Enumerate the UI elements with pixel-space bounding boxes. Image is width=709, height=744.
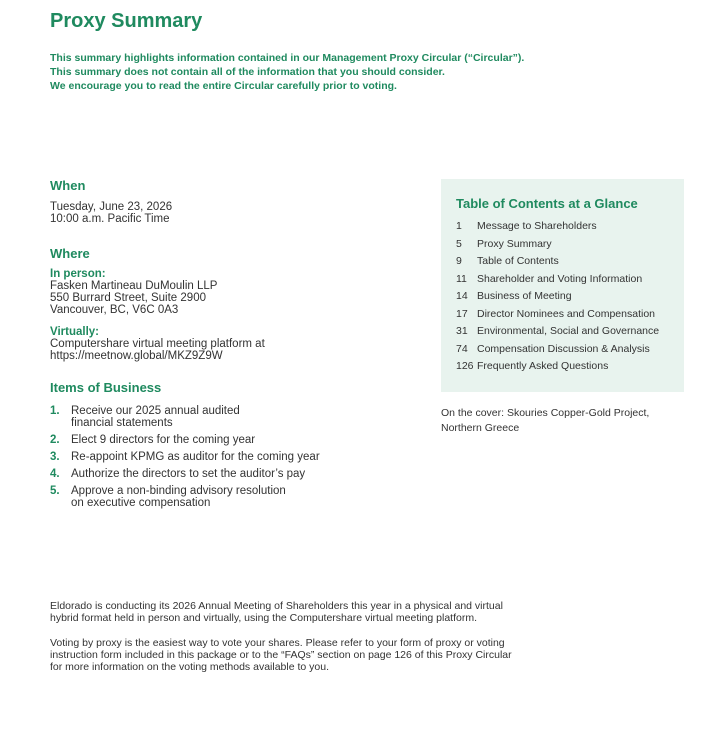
cover-note xyxy=(441,406,649,436)
footer-line: Voting by proxy is the easiest way to vote your shares. Please refer to your form of proxy or voting xyxy=(50,637,505,649)
item-text xyxy=(71,468,380,480)
item-line: Receive our 2025 annual audited xyxy=(71,405,240,417)
footer-line: instruction form included in this package or to the “FAQs” section on page 126 of this Proxy Circular xyxy=(50,649,512,661)
item-number: 2. xyxy=(50,434,60,446)
footer-line: for more information on the voting methods available to you. xyxy=(50,661,329,673)
toc-page: 126 xyxy=(456,360,474,372)
item-line: financial statements xyxy=(71,417,173,429)
toc-label: Shareholder and Voting Information xyxy=(477,272,643,285)
address-line: Fasken Martineau DuMoulin LLP xyxy=(50,280,218,292)
toc-entry[interactable] xyxy=(456,290,659,308)
item-line: Re-appoint KPMG as auditor for the coming year xyxy=(71,451,320,463)
address-line: 550 Burrard Street, Suite 2900 xyxy=(50,292,206,304)
item-text xyxy=(71,485,380,509)
toc-entry[interactable] xyxy=(456,308,659,326)
toc-page: 5 xyxy=(456,237,462,250)
where-heading: Where xyxy=(50,246,90,261)
item-number: 5. xyxy=(50,485,60,497)
footer-paragraph xyxy=(50,637,570,673)
footer-line: Eldorado is conducting its 2026 Annual Meeting of Shareholders this year in a physical and virtual xyxy=(50,600,503,612)
item-text xyxy=(71,434,380,446)
toc-entry[interactable] xyxy=(456,325,659,343)
toc-label: Environmental, Social and Governance xyxy=(477,325,660,337)
item-number: 1. xyxy=(50,405,60,417)
toc-entry[interactable] xyxy=(456,360,659,378)
toc-title: Table of Contents at a Glance xyxy=(456,196,638,211)
toc-entry[interactable] xyxy=(456,238,659,256)
toc-entry[interactable] xyxy=(456,255,659,273)
when-heading: When xyxy=(50,178,86,193)
toc-page: 1 xyxy=(456,220,462,232)
item-line: Approve a non-binding advisory resolution xyxy=(71,485,286,497)
item-number: 4. xyxy=(50,468,60,480)
toc-entry[interactable] xyxy=(456,273,659,291)
virtual-details xyxy=(50,338,265,362)
toc-panel xyxy=(441,179,684,392)
item-line: Authorize the directors to set the auditor’s pay xyxy=(71,468,306,480)
cover-line: Northern Greece xyxy=(441,422,520,434)
footer-line: hybrid format held in person and virtually, using the Computershare virtual meeting platform. xyxy=(50,612,478,624)
toc-page: 9 xyxy=(456,255,462,267)
list-item xyxy=(50,468,380,480)
virtual-line: Computershare virtual meeting platform at xyxy=(50,338,265,350)
item-text xyxy=(71,405,380,429)
toc-page: 11 xyxy=(456,272,467,285)
virtual-url: https://meetnow.global/MKZ9Z9W xyxy=(50,350,223,362)
page-title: Proxy Summary xyxy=(50,10,203,32)
item-line: Elect 9 directors for the coming year xyxy=(71,434,256,446)
items-heading: Items of Business xyxy=(50,380,162,395)
toc-page: 74 xyxy=(456,342,468,355)
in-person-address xyxy=(50,280,217,316)
when-details xyxy=(50,201,172,225)
toc-page: 17 xyxy=(456,307,468,320)
toc-page: 31 xyxy=(456,325,468,337)
intro-line: This summary highlights information contained in our Management Proxy Circular (“Circular”). xyxy=(50,52,525,64)
list-item xyxy=(50,451,380,463)
toc-label: Table of Contents xyxy=(477,255,559,267)
where-in-person xyxy=(50,268,217,316)
address-line: Vancouver, BC, V6C 0A3 xyxy=(50,304,179,316)
toc-label: Compensation Discussion & Analysis xyxy=(477,342,650,355)
list-item xyxy=(50,485,380,509)
intro-line: We encourage you to read the entire Circular carefully prior to voting. xyxy=(50,80,397,92)
toc-label: Business of Meeting xyxy=(477,290,572,302)
item-text xyxy=(71,451,380,463)
item-number: 3. xyxy=(50,451,60,463)
list-item xyxy=(50,405,380,429)
footer xyxy=(50,600,570,686)
toc-label: Director Nominees and Compensation xyxy=(477,307,656,320)
items-list xyxy=(50,405,380,514)
when-time: 10:00 a.m. Pacific Time xyxy=(50,213,170,225)
toc-label: Message to Shareholders xyxy=(477,220,597,232)
where-virtual xyxy=(50,326,265,362)
toc-list xyxy=(456,220,659,378)
toc-entry[interactable] xyxy=(456,343,659,361)
toc-label: Frequently Asked Questions xyxy=(477,360,609,372)
virtual-label: Virtually: xyxy=(50,326,99,338)
list-item xyxy=(50,434,380,446)
footer-paragraph xyxy=(50,600,570,624)
toc-page: 14 xyxy=(456,290,468,302)
cover-line: On the cover: Skouries Copper-Gold Project, xyxy=(441,407,650,419)
intro-line: This summary does not contain all of the information that you should consider. xyxy=(50,66,445,78)
in-person-label: In person: xyxy=(50,268,106,280)
intro xyxy=(50,51,524,93)
toc-entry[interactable] xyxy=(456,220,659,238)
when-date: Tuesday, June 23, 2026 xyxy=(50,201,173,213)
item-line: on executive compensation xyxy=(71,497,211,509)
toc-label: Proxy Summary xyxy=(477,237,552,250)
